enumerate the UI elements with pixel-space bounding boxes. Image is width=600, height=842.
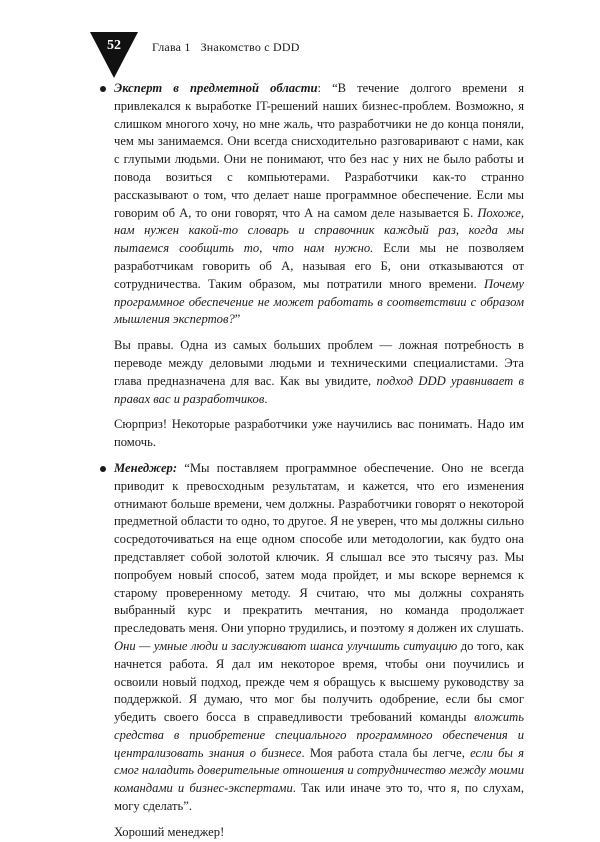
page-header xyxy=(0,0,600,90)
italic-segment: Они — умные люди и заслуживают шанса улучшить ситуацию xyxy=(114,638,458,653)
speaker-label: Менеджер: xyxy=(114,460,178,475)
speaker-label: Эксперт в предметной области xyxy=(114,81,318,95)
italic-segment: вложить средства в приобретение специального программного обеспечения и централизовать знания о бизнесе xyxy=(114,710,524,760)
running-header xyxy=(152,40,300,55)
text-segment: Сюрприз! Некоторые разработчики уже научились вас понимать. Надо им помочь. xyxy=(114,417,524,450)
text-segment: “Мы поставляем программное обеспечение. Оно не всегда приводит к превосходным результатам, и кажется, что его изменения отнимают больше времени, чем должны. Разработчики говорят о некоторой предметной области то одно, то другое. Я не уверен, что мы должны сильно сосредоточиваться на еще одном способе или методологии, как будто она представляет собой золотой ключик. Я слышал все это тысячу раз. Мы попробуем новый способ, затем мода пройдет, и мы вскоре вернемся к старому проверенному методу. Я считаю, что мы должны сохранять выбранный курс и прекратить мечтания, но команда продолжает преследовать меня. Они упорно трудились, и поэтому я должен их слушать. xyxy=(114,460,524,636)
bullet-icon xyxy=(100,86,106,92)
text-segment: Хороший менеджер! xyxy=(114,824,225,839)
text-segment: Вы правы. Одна из самых больших проблем — ложная потребность в переводе между деловыми людьми и техническими специалистами. Эта глава предназначена для вас. Как вы увидите, xyxy=(114,338,524,388)
chapter-title: Знакомство с DDD xyxy=(200,40,300,54)
text-segment: : “В течение долгого времени я привлекался к выработке IT-решений наших бизнес-проблем. Возможно, я слишком многого хочу, но мне жаль, что разработчики не до конца поняли, чем мы занимаемся. Они всегда снисходительно разговаривают с нами, как с глупыми людьми. Они не понимают, что без нас у них не было работы и повода возиться с компьютерами. Разработчики как-то странно рассказывают о том, что делает наше программное обеспечение. Если мы говорим об А, то они говорят, что А на самом деле называется Б. xyxy=(114,81,524,220)
text-segment: . Моя работа стала бы легче, xyxy=(301,745,471,760)
text-segment: Если мы не позволяем разработчикам говорить об А, называя его Б, они отказываются от сотрудничества. Таким образом, мы потратили много времени. xyxy=(114,241,524,291)
reply-paragraph xyxy=(100,337,524,408)
italic-segment: Похоже, нам нужен какой-то словарь и справочник каждый раз, когда мы пытаемся сообщить то, что нам нужно. xyxy=(114,205,524,256)
chapter-label: Глава 1 xyxy=(152,40,191,54)
domain-expert-quote xyxy=(114,80,524,329)
italic-segment: Почему программное обеспечение не может работать в соответствии с образом мышления экспертов? xyxy=(114,276,524,327)
page-number: 52 xyxy=(107,38,121,53)
italic-segment: если бы я смог наладить доверительные отношения и сотрудничество между моими командами и бизнес-экспертами xyxy=(114,745,524,796)
bullet-icon xyxy=(100,466,106,472)
text-segment: . Так или иначе это то, что я, по слухам, могу сделать”. xyxy=(114,781,524,814)
text-segment: до того, как начнется работа. Я дал им некоторое время, чтобы они поучились и освоили новый подход, прежде чем я обращусь к высшему руководству за поддержкой. Я думаю, что мог бы получить одобрение, если бы смог убедить своего босса в справедливости требований команды xyxy=(114,638,525,725)
italic-segment: подход DDD уравнивает в правах вас и разработчиков xyxy=(114,373,524,406)
text-segment: ” xyxy=(234,312,241,327)
bullet-item-domain-expert xyxy=(100,80,524,329)
text-segment: . xyxy=(264,391,268,406)
reply-paragraph xyxy=(100,416,524,452)
page-body xyxy=(100,80,524,842)
bullet-item-manager xyxy=(100,460,524,816)
manager-quote xyxy=(114,460,524,816)
reply-paragraph xyxy=(100,824,524,842)
